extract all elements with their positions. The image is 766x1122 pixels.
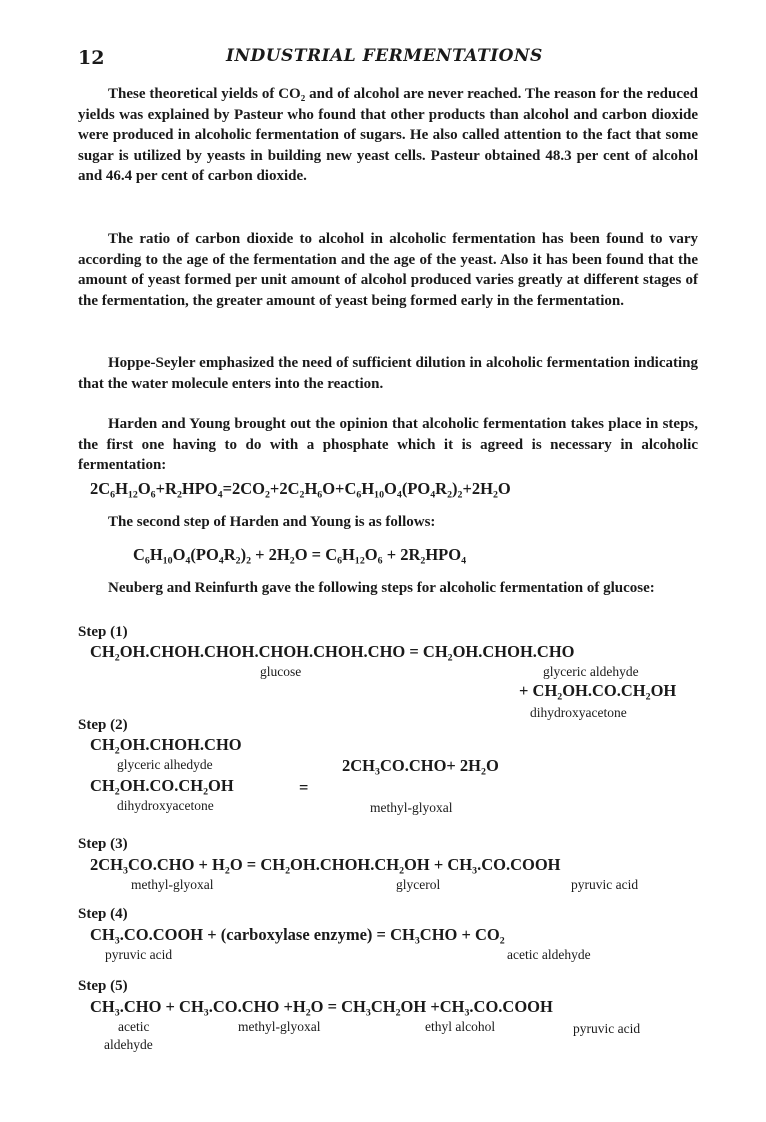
- step-4-title: Step (4): [78, 906, 128, 922]
- step-5-label-methylglyoxal: methyl-glyoxal: [238, 1019, 321, 1034]
- paragraph-1-text: These theoretical yields of CO₂ and of alcohol are never reached. The reason for the reduced yields was explained by Pasteur who found that other products than alcohol and carbon dioxide were produced in alcoholic fermentation of sugars. He also called attention to the fact that some sugar is utilized by yeasts in building new yeast cells. Pasteur obtained 48.3 per cent of alcohol and 46.4 per cent of carbon dioxide.: [78, 86, 698, 184]
- step-3-label-glycerol: glycerol: [396, 877, 441, 892]
- step-3-label-pyruvic: pyruvic acid: [571, 877, 639, 892]
- paragraph-1: [78, 84, 698, 187]
- paragraph-2: [78, 229, 698, 311]
- step-2-equals: =: [299, 778, 309, 797]
- page-number: 12: [78, 47, 105, 69]
- step-5-title: Step (5): [78, 978, 128, 994]
- step-2-line-b: CH₂OH.CO.CH₂OH: [90, 776, 234, 795]
- step-1-label-glucose: glucose: [260, 664, 302, 679]
- step-4-equation: CH₃.CO.COOH + (carboxylase enzyme) = CH₃CHO + CO₂: [90, 925, 505, 944]
- step-2-title: Step (2): [78, 717, 128, 733]
- step-1-label-glyceric: glyceric aldehyde: [543, 664, 639, 679]
- paragraph-4: [78, 414, 698, 476]
- step-1-label-dihydroxy: dihydroxyacetone: [530, 705, 627, 720]
- step-5-label-aldehyde: aldehyde: [104, 1037, 153, 1052]
- equation-harden-young-2: C₆H₁₀O₄(PO₄R₂)₂ + 2H₂O = C₆H₁₂O₆ + 2R₂HPO₄: [133, 545, 467, 564]
- equation-harden-young-1: 2C₆H₁₂O₆+R₂HPO₄=2CO₂+2C₂H₆O+C₆H₁₀O₄(PO₄R₂)₂+2H₂O: [90, 479, 511, 498]
- paragraph-3-text: Hoppe-Seyler emphasized the need of sufficient dilution in alcoholic fermentation indicating that the water molecule enters into the reaction.: [78, 355, 698, 392]
- step-2-label-a: glyceric alhedyde: [117, 757, 213, 772]
- step-5-label-ethyl: ethyl alcohol: [425, 1019, 496, 1034]
- neuberg-paragraph: [78, 578, 698, 599]
- step-2-product: 2CH₃CO.CHO+ 2H₂O: [342, 756, 499, 775]
- step-2-line-a: CH₂OH.CHOH.CHO: [90, 735, 242, 754]
- step-2-product-label: methyl-glyoxal: [370, 800, 453, 815]
- step-3-label-methylglyoxal: methyl-glyoxal: [131, 877, 214, 892]
- step-1-title: Step (1): [78, 624, 128, 640]
- step-1-equation: CH₂OH.CHOH.CHOH.CHOH.CHOH.CHO = CH₂OH.CHOH.CHO: [90, 642, 575, 661]
- running-title: INDUSTRIAL FERMENTATIONS: [226, 46, 543, 66]
- step-4-label-acetic: acetic aldehyde: [507, 947, 591, 962]
- step-3-title: Step (3): [78, 836, 128, 852]
- step-5-label-pyruvic: pyruvic acid: [573, 1021, 641, 1036]
- step-4-label-pyruvic: pyruvic acid: [105, 947, 173, 962]
- paragraph-2-text: The ratio of carbon dioxide to alcohol in alcoholic fermentation has been found to vary according to the age of the fermentation and the age of the yeast. Also it has been found that the amount of yeast formed per unit amount of alcohol produced varies greatly at different stages of the fermentation, the greater amount of yeast being formed early in the fermentation.: [78, 231, 698, 309]
- second-step-text: The second step of Harden and Young is as follows:: [108, 514, 436, 530]
- neuberg-text: Neuberg and Reinfurth gave the following steps for alcoholic fermentation of glucose:: [108, 580, 655, 596]
- step-5-equation: CH₃.CHO + CH₃.CO.CHO +H₂O = CH₃CH₂OH +CH₃.CO.COOH: [90, 997, 553, 1016]
- paragraph-4-text: Harden and Young brought out the opinion that alcoholic fermentation takes place in steps, the first one having to do with a phosphate which it is agreed is necessary in alcoholic fermentation:: [78, 416, 698, 473]
- paragraph-3: [78, 353, 698, 394]
- step-1-equation-2: + CH₂OH.CO.CH₂OH: [519, 681, 677, 700]
- step-3-equation: 2CH₃CO.CHO + H₂O = CH₂OH.CHOH.CH₂OH + CH₃.CO.COOH: [90, 855, 561, 874]
- step-2-label-b: dihydroxyacetone: [117, 798, 214, 813]
- step-5-label-acetic: acetic: [118, 1019, 150, 1034]
